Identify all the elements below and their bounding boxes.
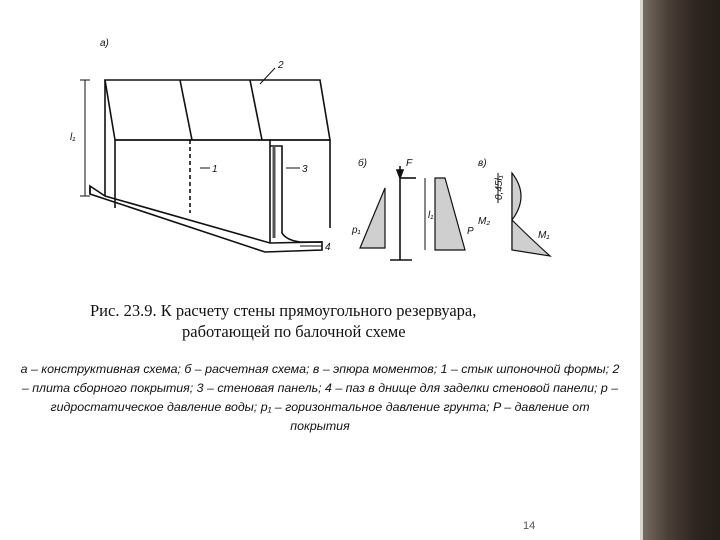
dim-label-coef: 0,45l₁ [494, 175, 505, 200]
moment-diagram [512, 173, 550, 256]
load-diagram-p [435, 178, 465, 250]
reservoir-figure [60, 28, 580, 278]
figure-caption-title [60, 300, 620, 342]
roof-joint-1 [180, 80, 192, 140]
moment-label-M1: M₁ [538, 230, 550, 241]
force-label-p1: p₁ [352, 225, 361, 236]
dim-label-l1: l₁ [70, 132, 76, 143]
force-label-P: P [467, 226, 474, 237]
caption-title-line-1: Рис. 23.9. К расчету стены прямоугольного резервуара, [90, 301, 477, 320]
roof-joint-2 [250, 80, 262, 140]
caption-title-line-2: работающей по балочной схеме [182, 322, 406, 341]
decorative-side-border [640, 0, 720, 540]
callout-2: 2 [278, 60, 284, 71]
roof-top-face [105, 80, 330, 140]
moment-label-M2: M₂ [478, 216, 491, 227]
figure-drawing [60, 28, 580, 278]
callout-4: 4 [325, 242, 331, 253]
base-slab [90, 186, 322, 252]
force-label-F: F [406, 158, 413, 169]
wall-section [270, 146, 322, 242]
label-panel-b: б) [358, 158, 367, 169]
border-edge [640, 0, 643, 540]
figure-caption-description: а – конструктивная схема; б – расчетная схема; в – эпюра моментов; 1 – стык шпоночной формы; 2 – плита сборного покрытия; 3 – стеновая панель; 4 – паз в днище для заделки стеновой панели; p – гидростатическое давление воды; p₁ – горизонтальное давление грунта; P – давление от покрытия [20, 362, 620, 433]
label-panel-c: в) [478, 158, 487, 169]
dim-label-l1b: l₁ [428, 210, 434, 221]
load-diagram-p1 [360, 188, 385, 248]
callout-3: 3 [302, 164, 308, 175]
page-number: 14 [523, 520, 536, 532]
callout-1: 1 [212, 164, 218, 175]
label-panel-a: а) [100, 38, 109, 49]
